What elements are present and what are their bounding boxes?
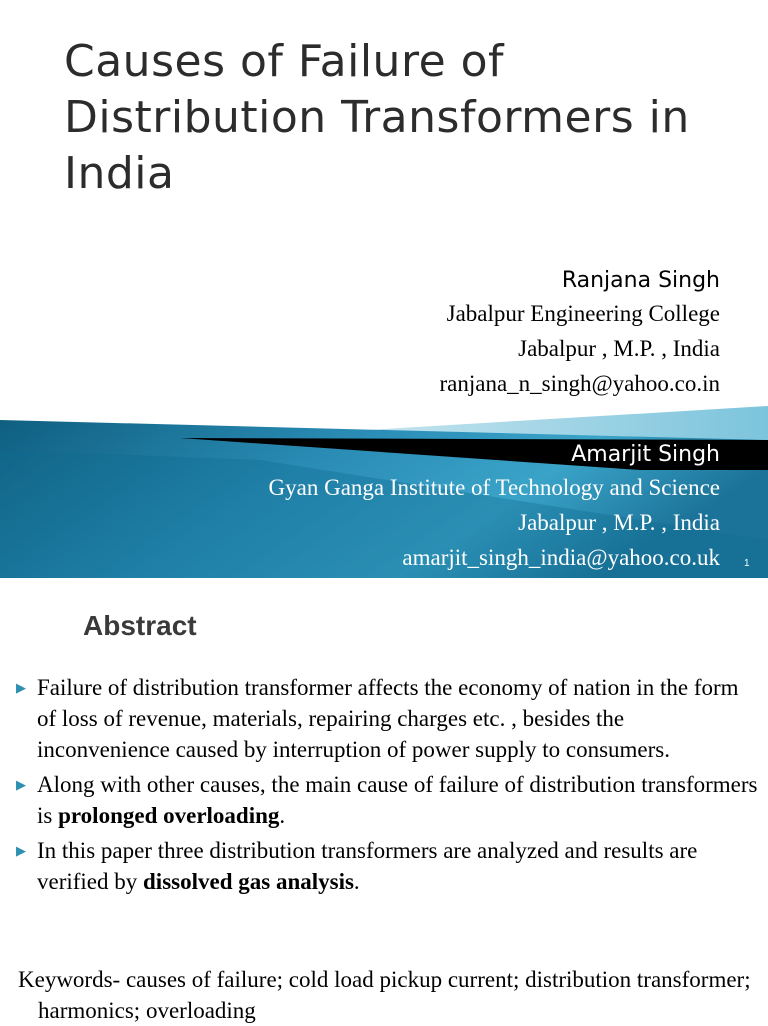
bullet-1-text: Failure of distribution transformer affects the economy of nation in the form of loss of revenue, materials, repairing charges etc. , besides the inconvenience caused by interruption of power supply to consumers. <box>37 675 739 762</box>
bullet-3-bold: dissolved gas analysis <box>143 869 354 894</box>
author-1-affiliation: Jabalpur Engineering College <box>446 301 720 326</box>
author-2-email: amarjit_singh_india@yahoo.co.uk <box>402 545 720 570</box>
abstract-heading: Abstract <box>83 610 197 641</box>
bullet-3-end: . <box>353 869 360 894</box>
bullet-item <box>16 835 760 897</box>
bullet-item <box>16 672 760 765</box>
bullet-2-bold: prolonged overloading <box>58 803 280 828</box>
bullet-3-text: In this paper three distribution transformers are analyzed and results are verified by <box>37 838 698 894</box>
author-block-1 <box>439 266 720 401</box>
bullet-2-end: . <box>279 803 286 828</box>
author-block-2 <box>269 440 720 575</box>
bullet-item <box>16 769 760 831</box>
page-number: 1 <box>744 558 750 569</box>
keywords: Keywords- causes of failure; cold load pickup current; distribution transformer; harmonics; overloading <box>18 967 751 1023</box>
abstract-slide <box>0 578 768 1024</box>
author-2-name: Amarjit Singh <box>571 442 720 467</box>
abstract-bullets <box>16 672 760 901</box>
triangle-right-icon: ▶ <box>16 680 26 695</box>
author-2-affiliation: Gyan Ganga Institute of Technology and Science <box>268 475 720 500</box>
author-1-email: ranjana_n_singh@yahoo.co.in <box>439 371 720 396</box>
bullet-2-text: Along with other causes, the main cause of failure of distribution transformers is <box>37 772 758 828</box>
author-1-location: Jabalpur , M.P. , India <box>518 336 720 361</box>
triangle-right-icon: ▶ <box>16 843 26 858</box>
triangle-right-icon: ▶ <box>16 777 26 792</box>
author-1-name: Ranjana Singh <box>561 268 720 293</box>
author-2-location: Jabalpur , M.P. , India <box>518 510 720 535</box>
slide-title: Causes of Failure of Distribution Transformers in India <box>64 36 690 199</box>
